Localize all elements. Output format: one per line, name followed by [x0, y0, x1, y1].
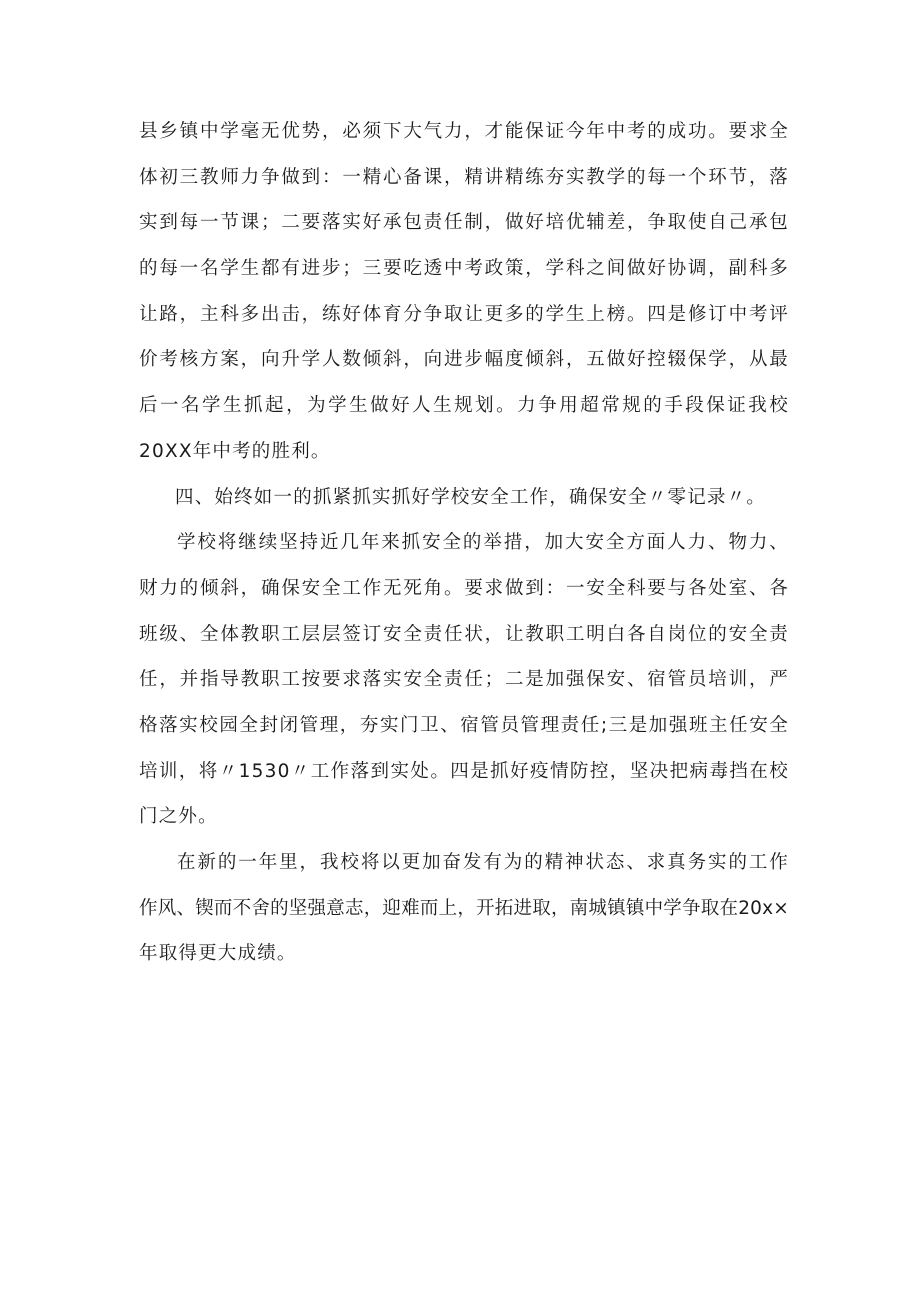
paragraph-1-line-3: 实到每一节课；二要落实好承包责任制，做好培优辅差，争取使自己承包: [139, 212, 789, 234]
paragraph-4-line-3: 年取得更大成绩。: [139, 943, 297, 965]
paragraph-3-line-2: 财力的倾斜，确保安全工作无死角。要求做到：一安全科要与各处室、各: [139, 577, 789, 599]
paragraph-1-line-2: 体初三教师力争做到：一精心备课，精讲精练夯实教学的每一个环节，落: [139, 166, 789, 188]
paragraph-3-line-6: 培训，将〃1530〃工作落到实处。四是抓好疫情防控，坚决把病毒挡在校: [139, 760, 789, 782]
paragraph-3-line-4: 任，并指导教职工按要求落实安全责任；二是加强保安、宿管员培训，严: [139, 669, 789, 691]
paragraph-3-line-1: 学校将继续坚持近几年来抓安全的举措，加大安全方面人力、物力、: [177, 532, 789, 554]
paragraph-1-line-4: 的每一名学生都有进步；三要吃透中考政策，学科之间做好协调，副科多: [139, 258, 789, 280]
document-body: [139, 109, 789, 977]
section-heading-4: 四、始终如一的抓紧抓实抓好学校安全工作，确保安全〃零记录〃。: [175, 486, 767, 508]
paragraph-1-line-6: 价考核方案，向升学人数倾斜，向进步幅度倾斜，五做好控辍保学，从最: [139, 349, 789, 371]
paragraph-1-line-8: 20XX年中考的胜利。: [139, 440, 331, 462]
paragraph-1-line-7: 后一名学生抓起，为学生做好人生规划。力争用超常规的手段保证我校: [139, 395, 789, 417]
paragraph-1-line-1: 县乡镇中学毫无优势，必须下大气力，才能保证今年中考的成功。要求全: [139, 121, 789, 142]
paragraph-3-line-7: 门之外。: [139, 806, 218, 828]
paragraph-4-line-2: 作风、锲而不舍的坚强意志，迎难而上，开拓进取，南城镇镇中学争取在20x×: [139, 897, 789, 919]
paragraph-3-line-3: 班级、全体教职工层层签订安全责任状，让教职工明白各自岗位的安全责: [139, 623, 789, 645]
paragraph-4-line-1: 在新的一年里，我校将以更加奋发有为的精神状态、求真务实的工作: [177, 852, 789, 873]
paragraph-3-line-5: 格落实校园全封闭管理，夯实门卫、宿管员管理责任;三是加强班主任安全: [139, 714, 789, 736]
paragraph-1-line-5: 让路，主科多出击，练好体育分争取让更多的学生上榜。四是修订中考评: [139, 303, 789, 325]
